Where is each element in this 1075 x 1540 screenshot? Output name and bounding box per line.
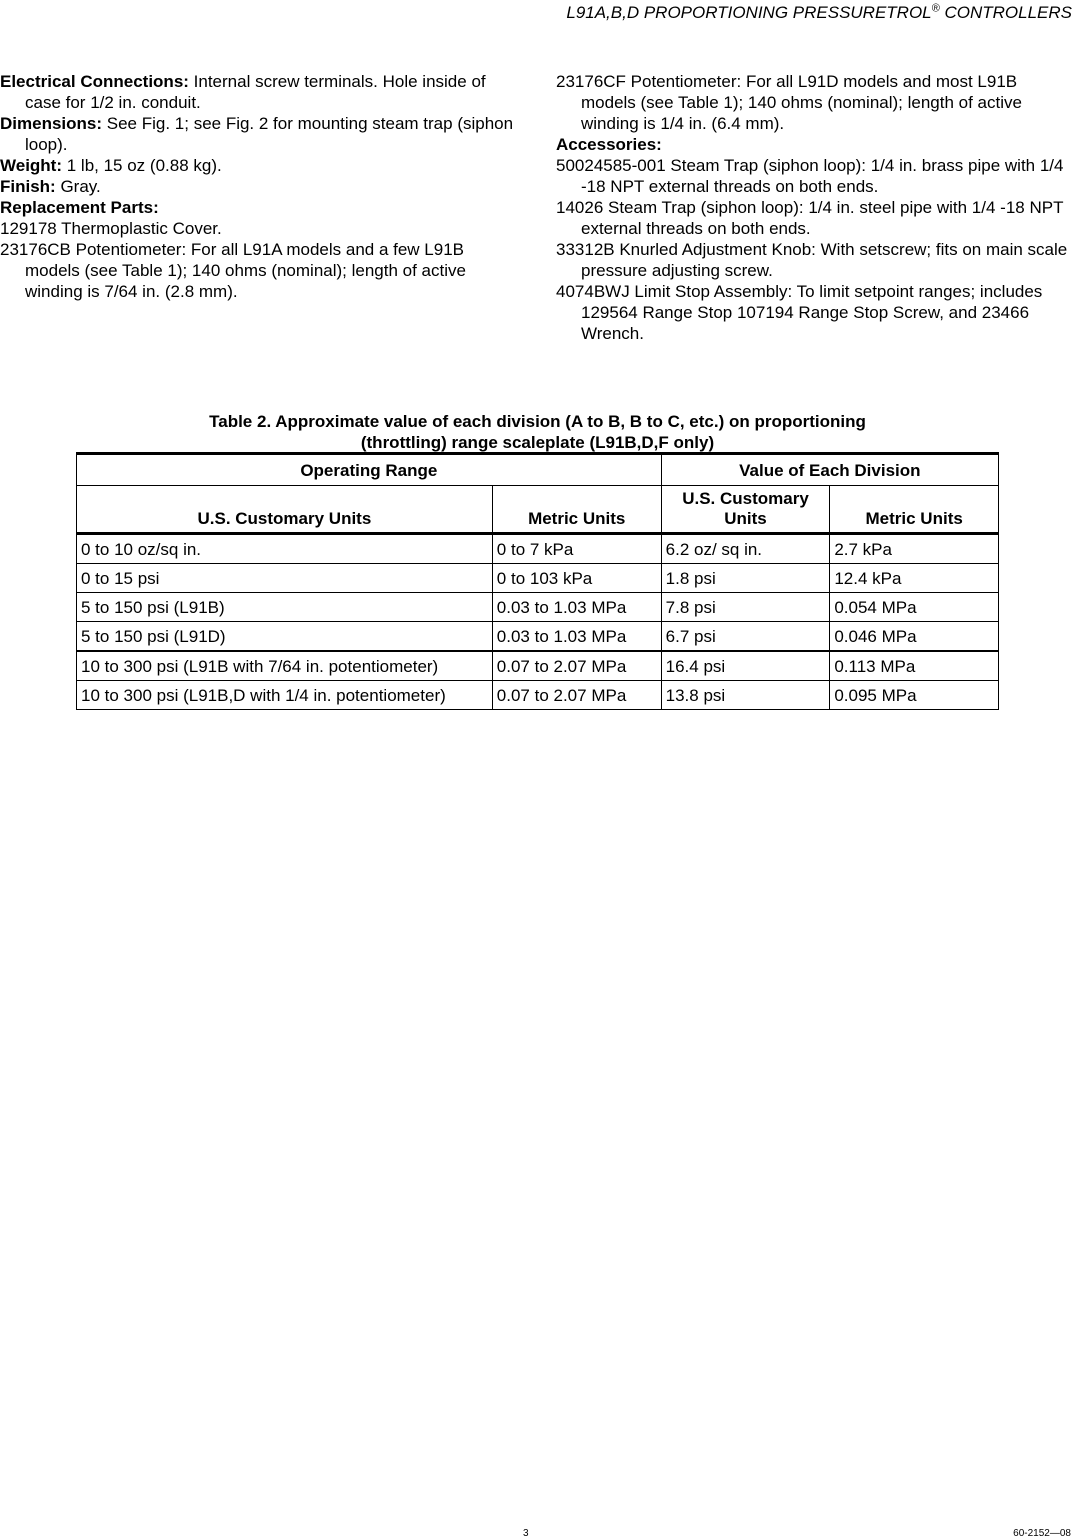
accessory-item: 33312B Knurled Adjustment Knob: With setscrew; fits on main scale pressure adjusting screw. xyxy=(556,240,1068,280)
weight-label: Weight: xyxy=(0,156,63,175)
header-title: L91A,B,D PROPORTIONING PRESSURETROL xyxy=(566,3,932,22)
dimensions-text: See Fig. 1; see Fig. 2 for mounting steam trap (siphon loop). xyxy=(25,114,514,154)
cell-metric-range: 0.03 to 1.03 MPa xyxy=(492,622,661,652)
col-header-metric-range: Metric Units xyxy=(492,486,661,534)
potentiometer-cf-item: 23176CF Potentiometer: For all L91D models and most L91B models (see Table 1); 140 ohms (nominal); length of active winding is 1/4 in. (6.4 mm). xyxy=(556,72,1022,133)
cell-us-range: 5 to 150 psi (L91D) xyxy=(77,622,493,652)
accessory-item: 4074BWJ Limit Stop Assembly: To limit setpoint ranges; includes 129564 Range Stop 107194 Range Stop Screw, and 23466 Wrench. xyxy=(556,282,1043,343)
table-title-line1: Table 2. Approximate value of each division (A to B, B to C, etc.) on proportioning xyxy=(209,412,866,431)
division-value-table xyxy=(76,452,999,710)
table-row xyxy=(77,651,999,681)
dimensions-label: Dimensions: xyxy=(0,114,103,133)
cell-us-range: 10 to 300 psi (L91B,D with 1/4 in. potentiometer) xyxy=(77,681,493,710)
cell-metric-range: 0.03 to 1.03 MPa xyxy=(492,593,661,622)
group-header-value-each-division: Value of Each Division xyxy=(661,454,998,486)
table-row xyxy=(77,622,999,652)
table-title xyxy=(0,411,1075,453)
cell-metric-division: 12.4 kPa xyxy=(830,564,999,593)
finish-text: Gray. xyxy=(55,177,101,196)
table-row xyxy=(77,534,999,564)
cell-metric-division: 0.054 MPa xyxy=(830,593,999,622)
cell-us-range: 0 to 10 oz/sq in. xyxy=(77,534,493,564)
finish-label: Finish: xyxy=(0,177,56,196)
table-column-header-row xyxy=(77,486,999,534)
replacement-item: 129178 Thermoplastic Cover. xyxy=(0,219,222,238)
weight-spec xyxy=(0,155,520,176)
cell-us-division: 6.2 oz/ sq in. xyxy=(661,534,830,564)
electrical-connections-text: Internal screw terminals. Hole inside of case for 1/2 in. conduit. xyxy=(25,72,486,112)
group-header-operating-range: Operating Range xyxy=(77,454,662,486)
cell-metric-division: 2.7 kPa xyxy=(830,534,999,564)
registered-mark: ® xyxy=(931,2,940,15)
page-number: 3 xyxy=(523,1528,529,1539)
cell-metric-division: 0.113 MPa xyxy=(830,651,999,681)
accessories-title: Accessories: xyxy=(556,135,662,154)
replacement-item: 23176CB Potentiometer: For all L91A models and a few L91B models (see Table 1); 140 ohms (nominal); length of active winding is 7/64 in. (2.8 mm). xyxy=(0,240,466,301)
document-number: 60-2152—08 xyxy=(1013,1528,1071,1539)
replacement-parts-title: Replacement Parts: xyxy=(0,198,159,217)
accessory-item: 14026 Steam Trap (siphon loop): 1/4 in. steel pipe with 1/4 -18 NPT external threads on both ends. xyxy=(556,198,1064,238)
cell-metric-division: 0.046 MPa xyxy=(830,622,999,652)
header-title-tail: CONTROLLERS xyxy=(939,3,1072,22)
table-group-header-row xyxy=(77,454,999,486)
cell-us-range: 0 to 15 psi xyxy=(77,564,493,593)
cell-us-range: 10 to 300 psi (L91B with 7/64 in. potentiometer) xyxy=(77,651,493,681)
right-column xyxy=(556,71,1071,344)
cell-us-division: 16.4 psi xyxy=(661,651,830,681)
col-header-us-division: U.S. Customary Units xyxy=(661,486,830,534)
cell-metric-range: 0 to 7 kPa xyxy=(492,534,661,564)
table-row xyxy=(77,593,999,622)
table-row xyxy=(77,564,999,593)
weight-text: 1 lb, 15 oz (0.88 kg). xyxy=(62,156,222,175)
cell-us-range: 5 to 150 psi (L91B) xyxy=(77,593,493,622)
cell-us-division: 6.7 psi xyxy=(661,622,830,652)
dimensions-spec xyxy=(0,113,520,155)
cell-metric-division: 0.095 MPa xyxy=(830,681,999,710)
left-column xyxy=(0,71,520,302)
page-header xyxy=(566,2,1072,23)
accessory-item: 50024585-001 Steam Trap (siphon loop): 1/4 in. brass pipe with 1/4 -18 NPT external threads on both ends. xyxy=(556,156,1064,196)
table-title-line2: (throttling) range scaleplate (L91B,D,F only) xyxy=(360,433,715,452)
cell-us-division: 7.8 psi xyxy=(661,593,830,622)
col-header-metric-division: Metric Units xyxy=(830,486,999,534)
electrical-connections-spec xyxy=(0,71,520,113)
cell-us-division: 13.8 psi xyxy=(661,681,830,710)
cell-metric-range: 0.07 to 2.07 MPa xyxy=(492,681,661,710)
table-row xyxy=(77,681,999,710)
cell-metric-range: 0 to 103 kPa xyxy=(492,564,661,593)
cell-us-division: 1.8 psi xyxy=(661,564,830,593)
electrical-connections-label: Electrical Connections: xyxy=(0,72,189,91)
col-header-us-range: U.S. Customary Units xyxy=(77,486,493,534)
finish-spec xyxy=(0,176,520,197)
cell-metric-range: 0.07 to 2.07 MPa xyxy=(492,651,661,681)
